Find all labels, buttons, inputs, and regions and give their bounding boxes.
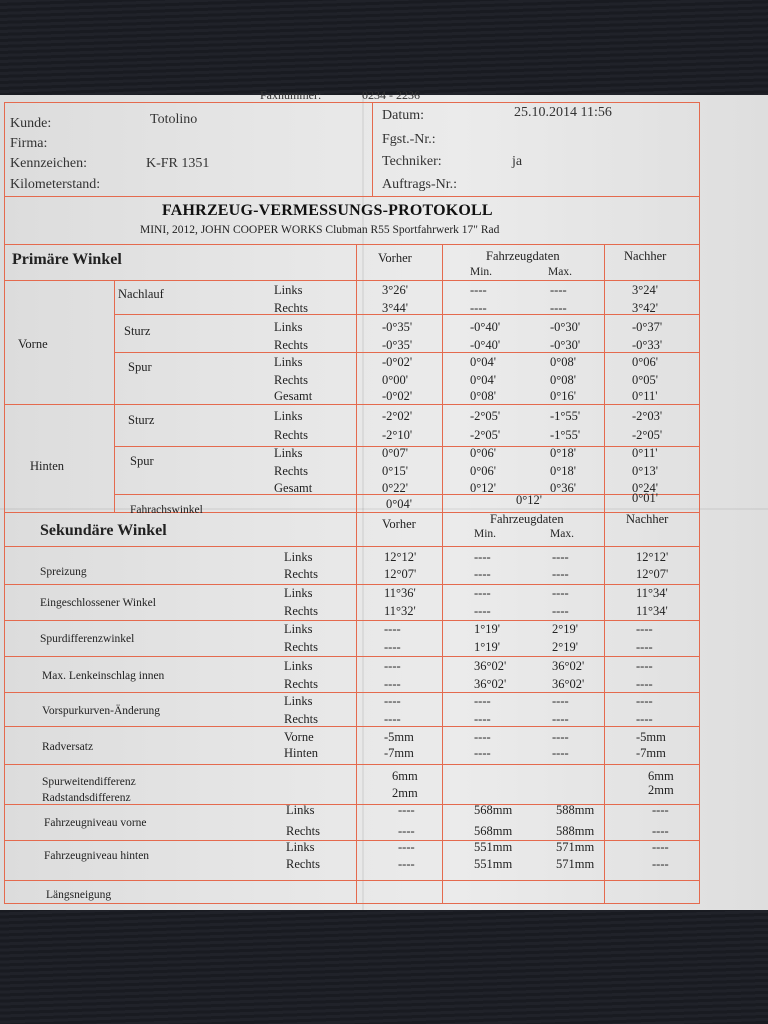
value-vorher: -0°35' xyxy=(382,338,413,352)
value-vorher: ---- xyxy=(398,840,415,854)
row-side-label: Links xyxy=(284,586,313,600)
value-vorher: -2°10' xyxy=(382,428,413,442)
group-vorne: Vorne xyxy=(18,337,48,351)
kunde-value: Totolino xyxy=(150,112,198,127)
firma-label: Firma: xyxy=(10,136,48,151)
label-fahrzeugniveau-hinten: Fahrzeugniveau hinten xyxy=(44,850,150,862)
value-max: 0°36' xyxy=(550,481,577,495)
row-side-label: Rechts xyxy=(284,677,319,691)
label-sturz-hinten: Sturz xyxy=(128,413,155,427)
value-min: 0°08' xyxy=(470,389,497,403)
radstand-nachher: 2mm xyxy=(648,783,674,797)
row-side-label: Rechts xyxy=(274,301,309,315)
value-vorher: ---- xyxy=(384,659,401,673)
col-vorher-2: Vorher xyxy=(382,517,416,531)
value-vorher: -7mm xyxy=(384,746,414,760)
value-max: ---- xyxy=(552,567,569,581)
value-max: -0°30' xyxy=(550,338,581,352)
row-side-label: Gesamt xyxy=(274,389,313,403)
value-max: 571mm xyxy=(556,840,595,854)
value-min: ---- xyxy=(474,567,491,581)
value-nachher: -2°03' xyxy=(632,409,663,423)
row-side-label: Gesamt xyxy=(274,481,313,495)
row-side-label: Rechts xyxy=(274,464,309,478)
value-nachher: 3°42' xyxy=(632,301,659,315)
value-max: 588mm xyxy=(556,824,595,838)
value-vorher: -0°02' xyxy=(382,355,413,369)
value-vorher: ---- xyxy=(398,824,415,838)
value-nachher: ---- xyxy=(652,824,669,838)
row-side-label: Links xyxy=(286,840,315,854)
value-min: 1°19' xyxy=(474,622,501,636)
row-side-label: Links xyxy=(286,803,315,817)
value-vorher: ---- xyxy=(384,712,401,726)
col-fahrzeugdaten: Fahrzeugdaten xyxy=(486,249,560,263)
value-nachher: ---- xyxy=(652,803,669,817)
datum-value: 25.10.2014 11:56 xyxy=(514,105,612,120)
value-min: -2°05' xyxy=(470,428,501,442)
value-nachher: ---- xyxy=(652,857,669,871)
value-min: 568mm xyxy=(474,824,513,838)
fgst-label: Fgst.-Nr.: xyxy=(382,132,436,147)
col-max-2: Max. xyxy=(550,528,574,540)
col-min-2: Min. xyxy=(474,528,497,540)
label-spur-vorne: Spur xyxy=(128,360,152,374)
row-side-label: Links xyxy=(284,659,313,673)
value-vorher: 3°44' xyxy=(382,301,409,315)
row-side-label: Rechts xyxy=(286,857,321,871)
value-nachher: 0°11' xyxy=(632,446,658,460)
value-vorher: -0°02' xyxy=(382,389,413,403)
value-max: ---- xyxy=(552,586,569,600)
kennzeichen-label: Kennzeichen: xyxy=(10,156,87,171)
label-max-lenkeinschlag: Max. Lenkeinschlag innen xyxy=(42,670,165,682)
value-max: 36°02' xyxy=(552,659,585,673)
col-max: Max. xyxy=(548,266,572,278)
label-eingeschlossener-winkel: Eingeschlossener Winkel xyxy=(40,597,156,609)
label-fahrachswinkel: Fahrachswinkel xyxy=(130,504,203,516)
value-max: ---- xyxy=(552,604,569,618)
label-radversatz: Radversatz xyxy=(42,741,94,753)
vehicle-subtitle: MINI, 2012, JOHN COOPER WORKS Clubman R55 Sportfahrwerk 17" Rad xyxy=(140,224,500,236)
value-min: 36°02' xyxy=(474,659,507,673)
value-min: 568mm xyxy=(474,803,513,817)
value-min: 0°12' xyxy=(470,481,497,495)
radstand-vorher: 2mm xyxy=(392,786,418,800)
value-max: ---- xyxy=(552,712,569,726)
spurweiten-vorher: 6mm xyxy=(392,769,418,783)
value-vorher: ---- xyxy=(384,694,401,708)
value-min: 0°06' xyxy=(470,446,497,460)
techniker-label: Techniker: xyxy=(382,154,442,169)
value-vorher: ---- xyxy=(398,803,415,817)
row-side-label: Rechts xyxy=(284,712,319,726)
value-min: ---- xyxy=(474,604,491,618)
value-min: 36°02' xyxy=(474,677,507,691)
row-side-label: Links xyxy=(284,622,313,636)
col-min: Min. xyxy=(470,266,493,278)
value-max: 571mm xyxy=(556,857,595,871)
value-nachher: 0°13' xyxy=(632,464,659,478)
value-min: 0°04' xyxy=(470,373,497,387)
value-vorher: 0°15' xyxy=(382,464,409,478)
value-min: 551mm xyxy=(474,857,513,871)
value-max: 0°08' xyxy=(550,373,577,387)
value-max: -1°55' xyxy=(550,428,581,442)
row-side-label: Rechts xyxy=(286,824,321,838)
kilometerstand-label: Kilometerstand: xyxy=(10,177,101,192)
value-vorher: ---- xyxy=(384,640,401,654)
value-min: 551mm xyxy=(474,840,513,854)
value-vorher: 11°36' xyxy=(384,586,416,600)
value-nachher: -7mm xyxy=(636,746,666,760)
value-max: -1°55' xyxy=(550,409,581,423)
col-nachher-2: Nachher xyxy=(626,512,669,526)
row-side-label: Vorne xyxy=(284,730,314,744)
row-side-label: Links xyxy=(274,446,303,460)
value-nachher: 3°24' xyxy=(632,283,659,297)
label-nachlauf: Nachlauf xyxy=(118,287,164,301)
primary-heading: Primäre Winkel xyxy=(12,251,122,268)
value-vorher: 3°26' xyxy=(382,283,409,297)
value-min: 0°04' xyxy=(470,355,497,369)
label-fahrzeugniveau-vorne: Fahrzeugniveau vorne xyxy=(44,817,147,829)
value-nachher: -5mm xyxy=(636,730,666,744)
value-min: -0°40' xyxy=(470,320,501,334)
value-nachher: ---- xyxy=(636,640,653,654)
fahrachs-vorher: 0°04' xyxy=(386,497,413,511)
label-laengsneigung: Längsneigung xyxy=(46,889,112,901)
value-nachher: 0°11' xyxy=(632,389,658,403)
fahrachs-soll: 0°12' xyxy=(516,493,543,507)
value-nachher: 0°06' xyxy=(632,355,659,369)
value-max: ---- xyxy=(550,301,567,315)
value-min: 1°19' xyxy=(474,640,501,654)
value-nachher: ---- xyxy=(652,840,669,854)
kunde-label: Kunde: xyxy=(10,116,52,131)
col-nachher: Nachher xyxy=(624,249,667,263)
value-min: -0°40' xyxy=(470,338,501,352)
value-vorher: -2°02' xyxy=(382,409,413,423)
value-vorher: -0°35' xyxy=(382,320,413,334)
fahrachs-nachher: 0°01' xyxy=(632,491,659,505)
value-nachher: 12°12' xyxy=(636,550,669,564)
label-sturz-vorne: Sturz xyxy=(124,324,151,338)
value-min: 0°06' xyxy=(470,464,497,478)
label-spur-hinten: Spur xyxy=(130,454,154,468)
value-vorher: 11°32' xyxy=(384,604,416,618)
value-nachher: ---- xyxy=(636,659,653,673)
value-min: ---- xyxy=(474,746,491,760)
row-side-label: Links xyxy=(274,320,303,334)
datum-label: Datum: xyxy=(382,108,424,123)
value-max: 2°19' xyxy=(552,622,579,636)
value-max: ---- xyxy=(552,694,569,708)
row-side-label: Links xyxy=(274,283,303,297)
value-vorher: ---- xyxy=(384,622,401,636)
col-vorher: Vorher xyxy=(378,251,412,265)
value-vorher: ---- xyxy=(398,857,415,871)
value-nachher: -0°33' xyxy=(632,338,663,352)
auftrags-label: Auftrags-Nr.: xyxy=(382,177,458,192)
value-min: ---- xyxy=(474,694,491,708)
value-vorher: 0°07' xyxy=(382,446,409,460)
group-hinten: Hinten xyxy=(30,459,65,473)
row-side-label: Links xyxy=(284,550,313,564)
value-min: ---- xyxy=(470,283,487,297)
fax-value: 0234 - 2236 xyxy=(362,88,420,102)
row-side-label: Rechts xyxy=(284,640,319,654)
fax-label: Faxnummer: xyxy=(260,88,322,102)
value-max: ---- xyxy=(552,550,569,564)
value-vorher: ---- xyxy=(384,677,401,691)
value-min: ---- xyxy=(474,730,491,744)
value-min: ---- xyxy=(474,712,491,726)
value-max: 0°08' xyxy=(550,355,577,369)
label-vorspurkurven: Vorspurkurven-Änderung xyxy=(42,705,160,717)
value-min: ---- xyxy=(474,550,491,564)
value-max: 0°18' xyxy=(550,446,577,460)
value-nachher: 0°24' xyxy=(632,481,659,495)
value-min: ---- xyxy=(474,586,491,600)
value-nachher: 0°05' xyxy=(632,373,659,387)
value-nachher: 11°34' xyxy=(636,586,668,600)
value-vorher: 0°22' xyxy=(382,481,409,495)
row-side-label: Rechts xyxy=(284,604,319,618)
value-nachher: ---- xyxy=(636,622,653,636)
value-min: ---- xyxy=(470,301,487,315)
protocol-title: FAHRZEUG-VERMESSUNGS-PROTOKOLL xyxy=(162,202,493,219)
kennzeichen-value: K-FR 1351 xyxy=(146,156,210,171)
row-side-label: Links xyxy=(274,409,303,423)
value-max: 2°19' xyxy=(552,640,579,654)
value-max: 36°02' xyxy=(552,677,585,691)
label-spurdifferenzwinkel: Spurdifferenzwinkel xyxy=(40,633,135,645)
col-fahrzeugdaten-2: Fahrzeugdaten xyxy=(490,512,564,526)
row-side-label: Links xyxy=(274,355,303,369)
value-nachher: ---- xyxy=(636,677,653,691)
value-max: ---- xyxy=(552,746,569,760)
value-nachher: ---- xyxy=(636,712,653,726)
value-nachher: 11°34' xyxy=(636,604,668,618)
value-vorher: 12°12' xyxy=(384,550,417,564)
value-nachher: -0°37' xyxy=(632,320,663,334)
value-max: ---- xyxy=(550,283,567,297)
value-min: -2°05' xyxy=(470,409,501,423)
value-vorher: -5mm xyxy=(384,730,414,744)
value-max: 0°18' xyxy=(550,464,577,478)
label-spreizung: Spreizung xyxy=(40,566,87,578)
row-side-label: Links xyxy=(284,694,313,708)
value-nachher: 12°07' xyxy=(636,567,669,581)
row-side-label: Rechts xyxy=(274,428,309,442)
value-max: ---- xyxy=(552,730,569,744)
row-side-label: Rechts xyxy=(274,373,309,387)
label-radstandsdifferenz: Radstandsdifferenz xyxy=(42,792,131,804)
value-vorher: 0°00' xyxy=(382,373,409,387)
techniker-value: ja xyxy=(512,154,523,169)
row-side-label: Rechts xyxy=(274,338,309,352)
secondary-heading: Sekundäre Winkel xyxy=(40,522,167,539)
label-spurweitendifferenz: Spurweitendifferenz xyxy=(42,776,136,788)
value-nachher: ---- xyxy=(636,694,653,708)
spurweiten-nachher: 6mm xyxy=(648,769,674,783)
value-max: 588mm xyxy=(556,803,595,817)
row-side-label: Hinten xyxy=(284,746,319,760)
value-max: -0°30' xyxy=(550,320,581,334)
value-max: 0°16' xyxy=(550,389,577,403)
value-vorher: 12°07' xyxy=(384,567,417,581)
value-nachher: -2°05' xyxy=(632,428,663,442)
row-side-label: Rechts xyxy=(284,567,319,581)
